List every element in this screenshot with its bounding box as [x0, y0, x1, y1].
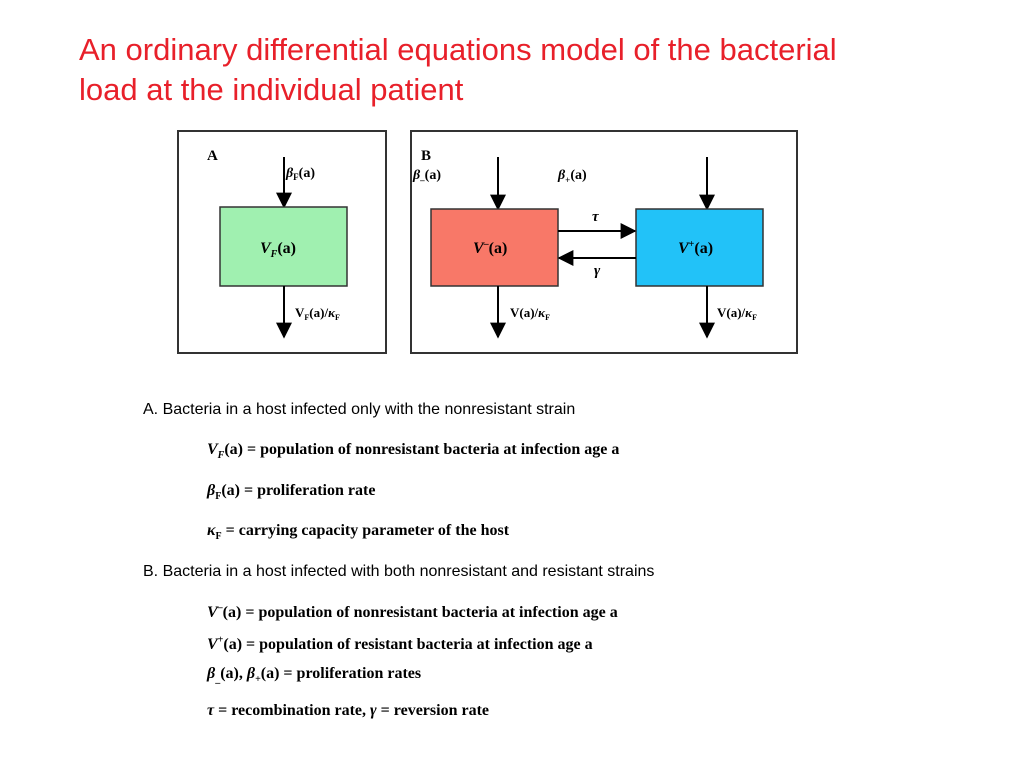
section-b-item-vplus: V+(a) = population of resistant bacteria at infection age a [207, 634, 593, 653]
model-diagram [177, 127, 802, 360]
panel-a-outflow-label: $V_F(a)/\kappa_F$ [295, 305, 340, 322]
panel-b-outflow-left-label: $V(a)/\kappa_F$ [510, 305, 550, 322]
title-line-1: An ordinary differential equations model of the bacterial [79, 32, 837, 67]
forward-rate-label: τ [592, 209, 599, 225]
panel-b-inflow-left-label: $\beta_-(a)$ [413, 168, 441, 185]
panel-a-label: A [207, 148, 218, 164]
panel-b-outflow-right-label: $V(a)/\kappa_F$ [717, 305, 757, 322]
section-b-item-vminus: V–(a) = population of nonresistant bacteria at infection age a [207, 602, 618, 621]
panel-b [411, 131, 797, 353]
vplus-box-label: V+(a) [678, 239, 714, 257]
backward-rate-label: γ [594, 263, 601, 279]
section-b-heading: B. Bacteria in a host infected with both nonresistant and resistant strains [143, 563, 655, 580]
section-a-item-kappa: $\kappa_F$ = carrying capacity parameter of the host [207, 522, 510, 543]
panel-b-label: B [421, 148, 432, 164]
panel-b-inflow-right-label: $\beta_+(a)$ [558, 168, 587, 185]
section-a-item-vf: $V_F(a)$ = population of nonresistant bacteria at infection age a [207, 441, 620, 462]
vf-box-label: $V_F(a)$ [260, 240, 296, 260]
section-b-item-betas: $\beta_{\_}(a)$, $\beta_+(a)$ = proliferation rates [207, 665, 422, 686]
panel-a [178, 131, 386, 353]
panel-a-inflow-label: $\beta_F(a)$ [286, 166, 315, 182]
section-a-item-beta: $\beta_F(a)$ = proliferation rate [207, 482, 376, 503]
vminus-box-label: V–(a) [473, 239, 508, 257]
section-a-heading: A. Bacteria in a host infected only with the nonresistant strain [143, 401, 576, 418]
slide-title [79, 30, 979, 110]
title-line-2: load at the individual patient [79, 72, 464, 107]
section-b-item-rates: τ = recombination rate, γ = reversion rate [207, 702, 490, 719]
